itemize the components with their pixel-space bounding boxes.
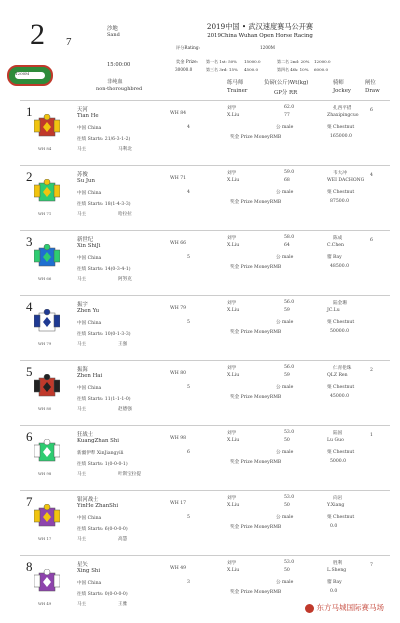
jockey-silks [34, 309, 60, 339]
jockey-cn: 陆金珊 [333, 301, 347, 306]
carried-weight: 62.0 [284, 105, 295, 110]
prize-money-label: 奖金 Prize MoneyRMB [230, 525, 282, 530]
trainer-en: X.Liu [227, 243, 240, 248]
entry-number: 3 [26, 234, 33, 249]
prize-3-label: 第三名 3rd: 15% [206, 67, 238, 72]
gp-rating: 50 [284, 503, 290, 508]
prize-4-label: 第四名 4th: 10% [277, 67, 309, 72]
race-number: 2 [30, 18, 45, 51]
jockey-silks [34, 179, 60, 209]
draw-number: 6 [370, 238, 373, 243]
horse-origin: 新疆伊犁 XinJiangyili [77, 451, 124, 456]
horse-name-en: KuangZhan Shi [77, 438, 120, 444]
horse-colour: 栗 Chestnut [327, 515, 355, 520]
jockey-cn: 陈成 [333, 236, 343, 241]
silk-code: WH 66 [38, 276, 52, 281]
silk-code: WH 98 [38, 471, 52, 476]
logo-icon [305, 604, 314, 613]
horse-age: 6 [187, 450, 190, 455]
jockey-en: L.Sheng [327, 568, 347, 573]
prize-money-label: 奖金 Prize MoneyRMB [230, 590, 282, 595]
horse-code: WH 49 [170, 566, 187, 571]
trainer-en: X.Liu [227, 308, 240, 313]
trainer-cn: 刘学 [227, 366, 237, 371]
horse-name-cn: 天河 [77, 107, 88, 113]
horse-form: 往绩 Starts: 11(1-1-1-0) [77, 397, 131, 402]
horse-colour: 栗 Chestnut [327, 125, 355, 130]
horse-name-cn: 振宇 [77, 302, 88, 308]
prize-money-label: 奖金 Prize MoneyRMB [230, 200, 282, 205]
trainer-cn: 刘学 [227, 106, 237, 111]
prize-label: 奖金 Prize: [176, 59, 198, 64]
owner-name: 高慧 [118, 537, 128, 542]
horse-name-cn: 苏俊 [77, 172, 88, 178]
gp-rating: 59 [284, 373, 290, 378]
horse-colour: 栗 Chestnut [327, 320, 355, 325]
draw-number: 2 [370, 368, 373, 373]
horse-colour: 栗 Chestnut [327, 385, 355, 390]
prize-money: 45000.0 [330, 394, 349, 399]
owner-name: 叶斯宝拉提 [118, 472, 141, 477]
horse-colour: 骝 Bay [327, 580, 342, 585]
horse-sex: 公 male [276, 450, 294, 455]
race-title-cn: 2019中国 • 武汉速度赛马公开赛 [206, 22, 314, 31]
horse-code: WH 79 [170, 306, 187, 311]
horse-sex: 公 male [276, 320, 294, 325]
horse-name-en: Su Jun [77, 178, 95, 184]
trainer-cn: 刘学 [227, 561, 237, 566]
horse-sex: 公 male [276, 515, 294, 520]
carried-weight: 56.0 [284, 365, 295, 370]
owner-label: 马主 [77, 472, 87, 477]
prize-money: 0.0 [330, 589, 338, 594]
horse-origin: 中国 China [77, 516, 102, 521]
col-draw-en: Draw [365, 88, 380, 94]
prize-money-label: 奖金 Prize MoneyRMB [230, 265, 282, 270]
race-time: 15:00:00 [107, 62, 131, 68]
jockey-cn: 韦大冲 [333, 171, 347, 176]
horse-age: 5 [187, 255, 190, 260]
gp-rating: 77 [284, 113, 290, 118]
row-divider [20, 555, 390, 556]
gp-rating: 50 [284, 438, 290, 443]
horse-name-en: Zhen Yu [77, 308, 100, 314]
owner-name: 阿努克 [118, 277, 132, 282]
horse-name-en: YinHe ZhanShi [77, 503, 119, 509]
surface-en: Sand [107, 32, 120, 38]
horse-form: 往绩 Starts: 21/6-3-1-2) [77, 137, 131, 142]
horse-age: 3 [187, 580, 190, 585]
horse-form: 往绩 Starts: 1(0-0-0-1) [77, 462, 128, 467]
horse-origin: 中国 China [77, 321, 102, 326]
distance-label: 1200M [260, 45, 275, 50]
horse-origin: 中国 China [77, 126, 102, 131]
jockey-en: JC.Lu [327, 308, 340, 313]
class-en: non-thoroughbred [96, 86, 143, 92]
horse-sex: 公 male [276, 580, 294, 585]
jockey-silks [34, 439, 60, 469]
owner-label: 马主 [77, 407, 87, 412]
horse-name-cn: 银河战士 [77, 497, 99, 503]
horse-name-cn: 星矢 [77, 562, 88, 568]
horse-form: 往绩 Starts: 0(0-0-0-0) [77, 592, 128, 597]
col-jockey-en: Jockey [333, 88, 351, 94]
horse-sex: 公 male [276, 255, 294, 260]
jockey-cn: 胜利 [333, 561, 343, 566]
trainer-cn: 刘学 [227, 236, 237, 241]
rating-label: 评分Rating: [176, 45, 200, 50]
silk-code: WH 49 [38, 601, 52, 606]
trainer-en: X.Liu [227, 373, 240, 378]
carried-weight: 53.0 [284, 560, 295, 565]
jockey-silks [34, 504, 60, 534]
jockey-silks [34, 569, 60, 599]
horse-sex: 公 male [276, 125, 294, 130]
track-distance: 1200M [15, 71, 30, 76]
prize-3-value: 4500.0 [244, 67, 258, 72]
jockey-en: Lu Guo [327, 438, 344, 443]
prize-4-value: 6000.0 [314, 67, 328, 72]
prize-money: 50000.0 [330, 329, 349, 334]
horse-age: 5 [187, 320, 190, 325]
trainer-en: X.Liu [227, 438, 240, 443]
horse-origin: 中国 China [77, 191, 102, 196]
carried-weight: 56.0 [284, 300, 295, 305]
horse-name-cn: 新世纪 [77, 237, 94, 243]
class-cn: 非纯血 [107, 79, 123, 85]
row-divider [20, 165, 390, 166]
horse-colour: 栗 Chestnut [327, 450, 355, 455]
race-runners: 7 [66, 36, 72, 48]
trainer-cn: 刘学 [227, 301, 237, 306]
trainer-en: X.Liu [227, 178, 240, 183]
jockey-cn: 扎西平措 [333, 106, 352, 111]
prize-money: 87500.0 [330, 199, 349, 204]
col-draw-cn: 闸位 [365, 80, 376, 86]
jockey-cn: 陆国 [333, 431, 343, 436]
jockey-silks [34, 114, 60, 144]
horse-age: 4 [187, 125, 190, 130]
horse-origin: 中国 China [77, 386, 102, 391]
jockey-en: C.Chen [327, 243, 344, 248]
trainer-cn: 刘学 [227, 496, 237, 501]
surface-cn: 沙地 [107, 26, 118, 32]
trainer-cn: 刘学 [227, 171, 237, 176]
owner-label: 马主 [77, 147, 87, 152]
trainer-en: X.Liu [227, 568, 240, 573]
carried-weight: 59.0 [284, 170, 295, 175]
silk-code: WH 17 [38, 536, 52, 541]
horse-code: WH 84 [170, 111, 187, 116]
draw-number: 7 [370, 563, 373, 568]
horse-name-cn: 狂战士 [77, 432, 94, 438]
horse-name-en: Xing Shi [77, 568, 101, 574]
prize-money: 5000.0 [330, 459, 347, 464]
col-trainer-en: Trainer [227, 88, 248, 94]
horse-colour: 栗 Chestnut [327, 190, 355, 195]
entry-number: 2 [26, 169, 33, 184]
gp-rating: 68 [284, 178, 290, 183]
horse-name-cn: 振海 [77, 367, 88, 373]
horse-name-en: Xin ShiJi [77, 243, 101, 249]
col-weight-en: GP分 RR [274, 90, 298, 96]
jockey-cn: 向岩 [333, 496, 343, 501]
race-title-en: 2019China Wuhan Open Horse Racing [207, 33, 313, 39]
prize-money: 48500.0 [330, 264, 349, 269]
trainer-en: X.Liu [227, 113, 240, 118]
horse-colour: 骝 Bay [327, 255, 342, 260]
horse-name-en: Zhen Hai [77, 373, 103, 379]
row-divider [20, 425, 390, 426]
gp-rating: 59 [284, 308, 290, 313]
owner-name: 王雅 [118, 602, 128, 607]
horse-origin: 中国 China [77, 256, 102, 261]
prize-money-label: 奖金 Prize MoneyRMB [230, 460, 282, 465]
jockey-cn: 仁青伦珠 [333, 366, 352, 371]
prize-total: 30000.0 [175, 67, 193, 72]
horse-code: WH 80 [170, 371, 187, 376]
prize-money: 0.0 [330, 524, 338, 529]
prize-money-label: 奖金 Prize MoneyRMB [230, 135, 282, 140]
gp-rating: 64 [284, 243, 290, 248]
horse-name-en: Tian He [77, 113, 99, 119]
jockey-en: Zhaxipingcuo [327, 113, 359, 118]
track-diagram [7, 65, 53, 86]
row-divider [20, 100, 390, 101]
horse-sex: 公 male [276, 190, 294, 195]
owner-name: 赵德强 [118, 407, 132, 412]
owner-label: 马主 [77, 537, 87, 542]
horse-form: 往绩 Starts: 10(0-1-3-3) [77, 332, 131, 337]
horse-code: WH 17 [170, 501, 187, 506]
entry-number: 6 [26, 429, 33, 444]
row-divider [20, 360, 390, 361]
owner-name: 马利北 [118, 147, 132, 152]
prize-1-value: 15000.0 [244, 59, 261, 64]
prize-money-label: 奖金 Prize MoneyRMB [230, 330, 282, 335]
horse-sex: 公 male [276, 385, 294, 390]
venue-name: 东方马城国际赛马场 [316, 603, 384, 612]
jockey-en: QLZ Ren [327, 373, 348, 378]
jockey-silks [34, 244, 60, 274]
entry-number: 4 [26, 299, 33, 314]
entry-number: 8 [26, 559, 33, 574]
prize-money: 165000.0 [330, 134, 352, 139]
owner-name: 哈拉拉 [118, 212, 132, 217]
gp-rating: 50 [284, 568, 290, 573]
horse-code: WH 98 [170, 436, 187, 441]
horse-origin: 中国 China [77, 581, 102, 586]
trainer-cn: 刘学 [227, 431, 237, 436]
owner-label: 马主 [77, 342, 87, 347]
draw-number: 1 [370, 433, 373, 438]
jockey-en: WEI DACHONG [327, 178, 365, 183]
silk-code: WH 84 [38, 146, 52, 151]
silk-code: WH 71 [38, 211, 52, 216]
owner-label: 马主 [77, 212, 87, 217]
carried-weight: 53.0 [284, 430, 295, 435]
horse-code: WH 66 [170, 241, 187, 246]
horse-form: 往绩 Starts: 14(0-3-4-1) [77, 267, 131, 272]
trainer-en: X.Liu [227, 503, 240, 508]
silk-code: WH 79 [38, 341, 52, 346]
col-jockey-cn: 骑师 [333, 80, 344, 86]
draw-number: 4 [370, 173, 373, 178]
prize-money-label: 奖金 Prize MoneyRMB [230, 395, 282, 400]
prize-2-label: 第二名 2nd: 20% [277, 59, 310, 64]
owner-label: 马主 [77, 602, 87, 607]
jockey-en: Y.Xiang [327, 503, 345, 508]
horse-code: WH 71 [170, 176, 187, 181]
entry-number: 7 [26, 494, 33, 509]
prize-2-value: 12000.0 [314, 59, 331, 64]
entry-number: 1 [26, 104, 33, 119]
owner-label: 马主 [77, 277, 87, 282]
entry-number: 5 [26, 364, 33, 379]
row-divider [20, 295, 390, 296]
horse-form: 往绩 Starts: 6(0-0-0-0) [77, 527, 128, 532]
owner-name: 王强 [118, 342, 128, 347]
col-weight-cn: 负磅(公斤)Wt(kg) [264, 80, 309, 86]
horse-form: 往绩 Starts: 18(1-4-3-3) [77, 202, 131, 207]
carried-weight: 58.0 [284, 235, 295, 240]
prize-1-label: 第一名 1st: 50% [206, 59, 237, 64]
horse-age: 5 [187, 385, 190, 390]
horse-age: 5 [187, 515, 190, 520]
row-divider [20, 490, 390, 491]
col-trainer-cn: 练马师 [227, 80, 244, 86]
carried-weight: 53.0 [284, 495, 295, 500]
jockey-silks [34, 374, 60, 404]
draw-number: 6 [370, 108, 373, 113]
horse-age: 4 [187, 190, 190, 195]
venue-logo [305, 602, 385, 613]
row-divider [20, 230, 390, 231]
silk-code: WH 80 [38, 406, 52, 411]
